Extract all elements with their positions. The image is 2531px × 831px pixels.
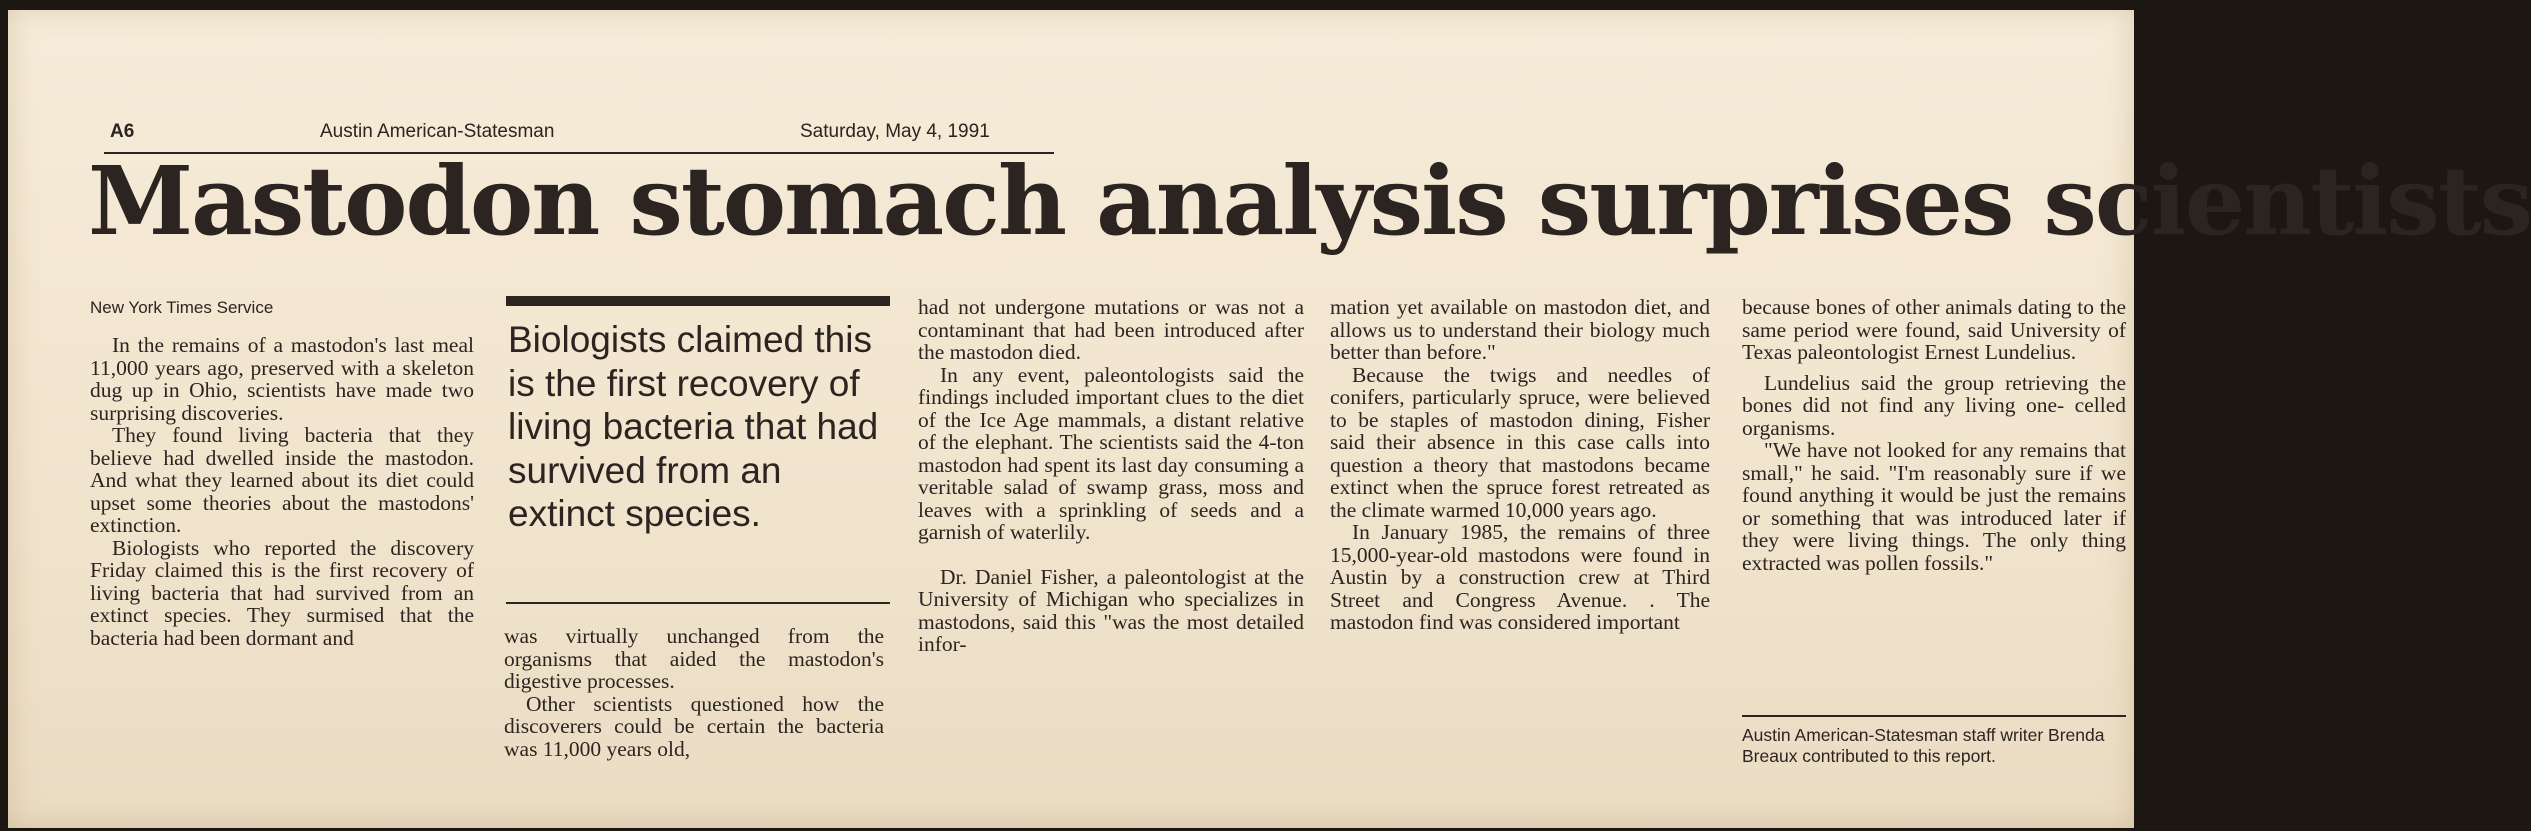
publication-name: Austin American-Statesman bbox=[320, 121, 555, 142]
paragraph: Dr. Daniel Fisher, a paleontologist at the University of Michigan who specializes in mastodons, said this "was the most detailed infor- bbox=[918, 564, 1304, 656]
background-edge bbox=[0, 0, 2148, 10]
publication-date: Saturday, May 4, 1991 bbox=[800, 121, 990, 142]
pullquote-rule bbox=[506, 602, 890, 604]
paragraph: Lundelius said the group retrieving the bones did not find any living one- celled organisms. bbox=[1742, 370, 2126, 440]
paragraph: Other scientists questioned how the discoverers could be certain the bacteria was 11,000 years old, bbox=[504, 691, 884, 761]
paragraph: In any event, paleontologists said the findings included important clues to the diet of the Ice Age mammals, a distant relative of the elephant. The scientists said the 4-ton mastodon had spent its last day consuming a veritable salad of swamp grass, moss and leaves with a sprinkling of seeds and a garnish of waterlily. bbox=[918, 362, 1304, 544]
paragraph: Biologists who reported the discovery Friday claimed this is the first recovery of living bacteria that had survived from an extinct species. They surmised that the bacteria had been dormant and bbox=[90, 535, 474, 650]
article-column-1 bbox=[90, 334, 474, 649]
article-column-2 bbox=[504, 625, 884, 760]
credit-rule bbox=[1742, 715, 2126, 717]
article-column-4 bbox=[1330, 296, 1710, 634]
byline: New York Times Service bbox=[90, 298, 274, 317]
headline: Mastodon stomach analysis surprises scientists bbox=[88, 146, 2531, 257]
paragraph: In the remains of a mastodon's last meal 11,000 years ago, preserved with a skeleton dug up in Ohio, scientists have made two surprising discoveries. bbox=[90, 333, 474, 425]
paragraph: mation yet available on mastodon diet, and allows us to understand their biology much better than before." bbox=[1330, 295, 1710, 364]
paragraph: had not undergone mutations or was not a contaminant that had been introduced after the mastodon died. bbox=[918, 295, 1304, 364]
pullquote-bar bbox=[506, 296, 890, 306]
page-number: A6 bbox=[110, 121, 135, 142]
paragraph: In January 1985, the remains of three 15,000-year-old mastodons were found in Austin by a construction crew at Third Street and Congress Avenue. . The mastodon find was considered important bbox=[1330, 520, 1710, 634]
pullquote: Biologists claimed this is the first recovery of living bacteria that had survived from an extinct species. bbox=[508, 319, 879, 534]
article-column-3 bbox=[918, 296, 1304, 656]
article-column-5 bbox=[1742, 296, 2126, 574]
paragraph: Because the twigs and needles of conifers, particularly spruce, were believed to be staples of mastodon dining, Fisher said their absence in this case calls into question a theory that mastodons became extinct when the spruce forest retreated as the climate warmed 10,000 years ago. bbox=[1330, 362, 1710, 522]
paragraph: They found living bacteria that they believe had dwelled inside the mastodon. And what they learned about its diet could upset some theories about the mastodons' extinction. bbox=[90, 423, 474, 537]
paragraph: was virtually unchanged from the organisms that aided the mastodon's digestive processes. bbox=[504, 624, 884, 693]
paragraph: "We have not looked for any remains that small," he said. "I'm reasonably sure if we found anything it would be just the remains or something that was introduced later if they were living things. The only thing extracted was pollen fossils." bbox=[1742, 438, 2126, 575]
paragraph: because bones of other animals dating to the same period were found, said University of Texas paleontologist Ernest Lundelius. bbox=[1742, 295, 2126, 364]
staff-credit: Austin American-Statesman staff writer Brenda Breaux contributed to this report. bbox=[1742, 725, 2105, 766]
